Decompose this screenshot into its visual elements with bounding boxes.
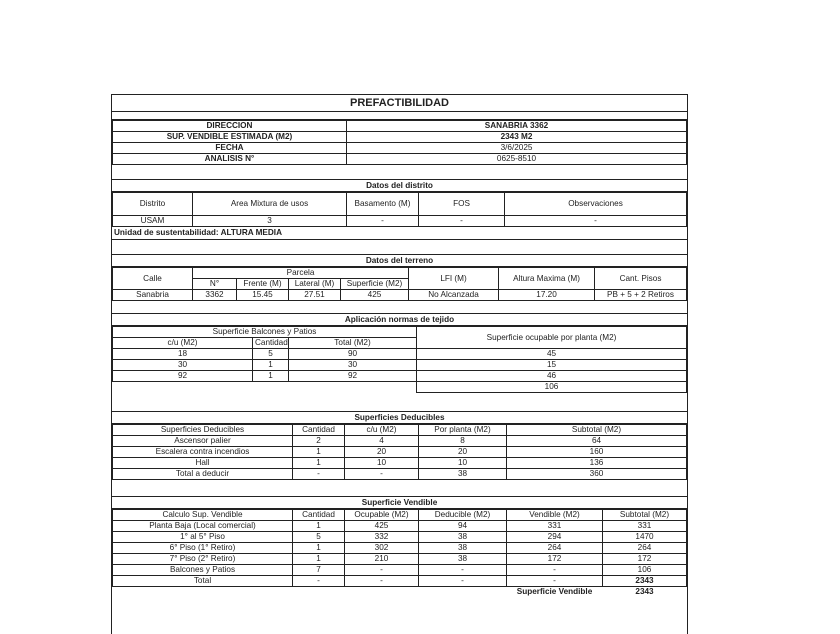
- table-row: [113, 143, 687, 154]
- table-cell: Escalera contra incendios: [113, 447, 293, 458]
- table-cell: -: [507, 576, 603, 587]
- header-cell: c/u (M2): [113, 338, 253, 349]
- table-cell: 38: [419, 532, 507, 543]
- table-cell: 1: [293, 543, 345, 554]
- table-cell: 90: [289, 349, 417, 360]
- table-row: [113, 154, 687, 165]
- header-cell: Basamento (M): [347, 193, 419, 216]
- table-row: [113, 436, 687, 447]
- table-cell: 106: [603, 565, 687, 576]
- table-cell: Ascensor palier: [113, 436, 293, 447]
- direccion-label: DIRECCION: [113, 121, 347, 132]
- table-row: [113, 349, 687, 360]
- header-cell: Lateral (M): [289, 279, 341, 290]
- table-cell: USAM: [113, 216, 193, 227]
- table-row: [113, 382, 687, 393]
- sup-vendible-value: 2343 M2: [347, 132, 687, 143]
- table-cell: 332: [345, 532, 419, 543]
- table-cell: -: [419, 565, 507, 576]
- table-cell: 46: [417, 371, 687, 382]
- table-row: [113, 132, 687, 143]
- table-cell: 172: [603, 554, 687, 565]
- header-cell: Subtotal (M2): [507, 425, 687, 436]
- header-cell: c/u (M2): [345, 425, 419, 436]
- spacer: [112, 165, 687, 180]
- table-cell: 1: [293, 521, 345, 532]
- table-cell: 1° al 5° Piso: [113, 532, 293, 543]
- table-cell: 45: [417, 349, 687, 360]
- header-cell: Cantidad: [253, 338, 289, 349]
- table-cell: 172: [507, 554, 603, 565]
- table-cell: 425: [345, 521, 419, 532]
- section-title-deducibles: Superficies Deducibles: [112, 412, 687, 424]
- header-cell: Vendible (M2): [507, 510, 603, 521]
- table-row: [113, 576, 687, 587]
- table-cell: 4: [345, 436, 419, 447]
- table-row: [113, 360, 687, 371]
- table-header-row: [113, 425, 687, 436]
- table-cell: 302: [345, 543, 419, 554]
- header-cell: Calle: [113, 268, 193, 290]
- table-cell: 331: [603, 521, 687, 532]
- header-cell: Superficie ocupable por planta (M2): [417, 327, 687, 349]
- table-cell: 6° Piso (1° Retiro): [113, 543, 293, 554]
- header-cell: Superficie (M2): [341, 279, 409, 290]
- table-cell: -: [345, 469, 419, 480]
- table-cell: 38: [419, 543, 507, 554]
- table-cell: -: [293, 469, 345, 480]
- table-cell: 15.45: [237, 290, 289, 301]
- header-cell: FOS: [419, 193, 505, 216]
- table-cell: 7° Piso (2° Retiro): [113, 554, 293, 565]
- table-cell: 64: [507, 436, 687, 447]
- table-cell: 1: [293, 554, 345, 565]
- table-cell: 1470: [603, 532, 687, 543]
- table-cell: 10: [419, 458, 507, 469]
- table-row: [113, 521, 687, 532]
- table-cell: 360: [507, 469, 687, 480]
- table-cell: 30: [113, 360, 253, 371]
- header-cell: Total (M2): [289, 338, 417, 349]
- analisis-value: 0625-8510: [347, 154, 687, 165]
- table-row: [113, 216, 687, 227]
- table-cell: 7: [293, 565, 345, 576]
- table-cell: Planta Baja (Local comercial): [113, 521, 293, 532]
- header-cell: Deducible (M2): [419, 510, 507, 521]
- spacer: [112, 393, 687, 412]
- spacer: [112, 301, 687, 314]
- deducibles-table: [112, 424, 687, 480]
- table-row: [113, 458, 687, 469]
- table-cell: -: [347, 216, 419, 227]
- superficie-vendible-label: Superficie Vendible: [516, 587, 593, 596]
- table-cell: 106: [417, 382, 687, 393]
- prefactibilidad-sheet: [111, 94, 688, 634]
- header-cell: Cantidad: [293, 425, 345, 436]
- header-cell: Cant. Pisos: [595, 268, 687, 290]
- header-cell: Frente (M): [237, 279, 289, 290]
- table-cell: 1: [293, 458, 345, 469]
- table-cell: 294: [507, 532, 603, 543]
- header-cell: Parcela: [193, 268, 409, 279]
- table-row: [113, 121, 687, 132]
- table-cell: -: [505, 216, 687, 227]
- table-cell: 92: [113, 371, 253, 382]
- table-cell: Balcones y Patios: [113, 565, 293, 576]
- table-row: [113, 565, 687, 576]
- table-cell: 15: [417, 360, 687, 371]
- header-cell: Cantidad: [293, 510, 345, 521]
- table-row: [113, 587, 687, 598]
- table-cell: -: [345, 565, 419, 576]
- table-row: [113, 371, 687, 382]
- table-cell: 264: [507, 543, 603, 554]
- table-cell: 160: [507, 447, 687, 458]
- direccion-value: SANABRIA 3362: [347, 121, 687, 132]
- header-cell: Superficies Deducibles: [113, 425, 293, 436]
- table-header-row: [113, 327, 687, 338]
- header-cell: Subtotal (M2): [603, 510, 687, 521]
- table-cell: 425: [341, 290, 409, 301]
- table-cell: -: [345, 576, 419, 587]
- table-cell: 8: [419, 436, 507, 447]
- vendible-table: [112, 509, 687, 597]
- spacer: [112, 480, 687, 497]
- section-title-distrito: Datos del distrito: [112, 180, 687, 192]
- table-cell: Total a deducir: [113, 469, 293, 480]
- table-cell: 17.20: [499, 290, 595, 301]
- table-cell: 92: [289, 371, 417, 382]
- header-table: [112, 120, 687, 165]
- table-row: [113, 532, 687, 543]
- table-cell: 20: [345, 447, 419, 458]
- table-cell: -: [419, 216, 505, 227]
- table-row: [113, 554, 687, 565]
- table-cell: 264: [603, 543, 687, 554]
- header-cell: Distrito: [113, 193, 193, 216]
- table-cell: 20: [419, 447, 507, 458]
- table-cell: 210: [345, 554, 419, 565]
- table-header-row: [113, 510, 687, 521]
- header-cell: LFI (M): [409, 268, 499, 290]
- table-cell: 2: [293, 436, 345, 447]
- sup-vendible-label: SUP. VENDIBLE ESTIMADA (M2): [113, 132, 347, 143]
- table-cell: 1: [253, 360, 289, 371]
- table-header-row: [113, 193, 687, 216]
- table-cell: 18: [113, 349, 253, 360]
- section-title-terreno: Datos del terreno: [112, 255, 687, 267]
- empty-cell: [113, 587, 507, 598]
- table-cell: 38: [419, 469, 507, 480]
- fecha-value: 3/6/2025: [347, 143, 687, 154]
- table-cell: No Alcanzada: [409, 290, 499, 301]
- superficie-vendible-value: 2343: [635, 587, 654, 596]
- empty-cell: [113, 382, 417, 393]
- table-cell: 10: [345, 458, 419, 469]
- header-cell: Observaciones: [505, 193, 687, 216]
- fecha-label: FECHA: [113, 143, 347, 154]
- table-cell: -: [419, 576, 507, 587]
- table-cell: 27.51: [289, 290, 341, 301]
- table-cell: Total: [113, 576, 293, 587]
- header-cell: Altura Maxima (M): [499, 268, 595, 290]
- table-cell: 3: [193, 216, 347, 227]
- spacer: [112, 112, 687, 120]
- section-title-vendible: Superficie Vendible: [112, 497, 687, 509]
- table-cell: Sanabria: [113, 290, 193, 301]
- table-cell: Hall: [113, 458, 293, 469]
- table-cell: 5: [253, 349, 289, 360]
- table-cell: -: [293, 576, 345, 587]
- table-cell: 38: [419, 554, 507, 565]
- table-row: [113, 447, 687, 458]
- header-cell: Area Mixtura de usos: [193, 193, 347, 216]
- header-cell: Superficie Balcones y Patios: [113, 327, 417, 338]
- header-cell: Calculo Sup. Vendible: [113, 510, 293, 521]
- sustentabilidad-note: Unidad de sustentabilidad: ALTURA MEDIA: [112, 227, 687, 240]
- table-cell: 1: [253, 371, 289, 382]
- spacer: [112, 240, 687, 255]
- table-cell: 331: [507, 521, 603, 532]
- table-cell: 1: [293, 447, 345, 458]
- analisis-label: ANALISIS N°: [113, 154, 347, 165]
- distrito-table: [112, 192, 687, 227]
- header-cell: N°: [193, 279, 237, 290]
- header-cell: Por planta (M2): [419, 425, 507, 436]
- table-row: [113, 290, 687, 301]
- table-cell: -: [507, 565, 603, 576]
- table-row: [113, 543, 687, 554]
- table-cell: 136: [507, 458, 687, 469]
- header-cell: Ocupable (M2): [345, 510, 419, 521]
- table-cell: 30: [289, 360, 417, 371]
- tejido-table: [112, 326, 687, 393]
- section-title-tejido: Aplicación normas de tejido: [112, 314, 687, 326]
- table-cell: 3362: [193, 290, 237, 301]
- table-cell: PB + 5 + 2 Retiros: [595, 290, 687, 301]
- table-row: [113, 469, 687, 480]
- table-header-row: [113, 268, 687, 279]
- table-cell: 5: [293, 532, 345, 543]
- terreno-table: [112, 267, 687, 301]
- page-title: PREFACTIBILIDAD: [112, 95, 687, 112]
- table-cell: 94: [419, 521, 507, 532]
- table-cell: 2343: [603, 576, 687, 587]
